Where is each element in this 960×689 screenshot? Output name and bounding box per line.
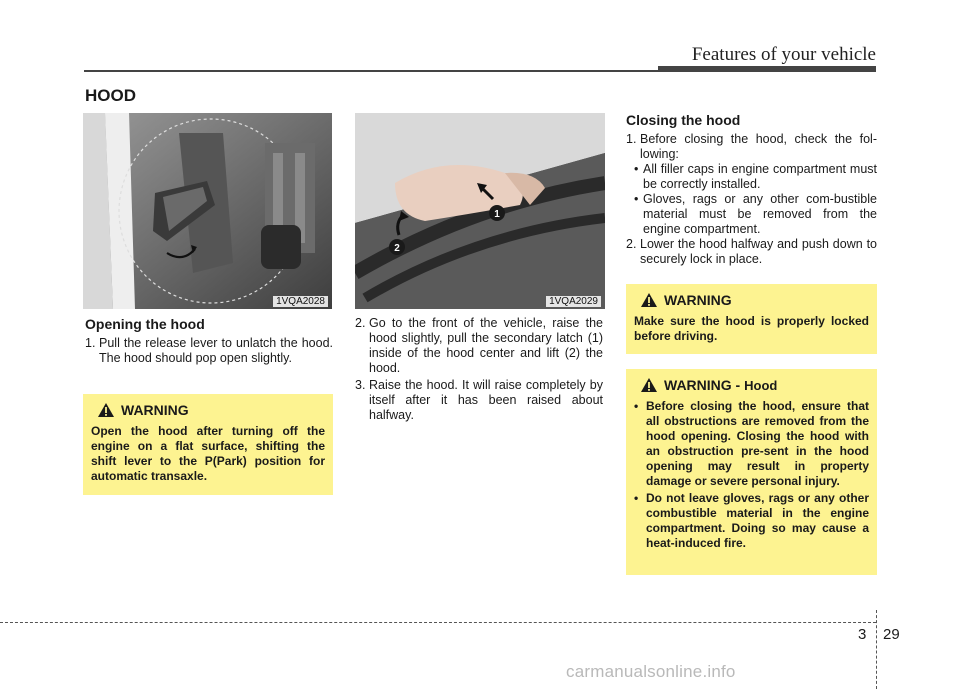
photo-code: 1VQA2029 xyxy=(546,296,601,307)
bullet-text: Gloves, rags or any other com-bustible material must be removed from the engine compartment. xyxy=(643,192,877,236)
step-1 xyxy=(85,336,333,366)
section-title: HOOD xyxy=(85,86,136,105)
warning-header xyxy=(640,377,869,393)
warning-triangle-icon xyxy=(97,402,115,418)
step-number: 3. xyxy=(355,378,366,392)
opening-hood-steps xyxy=(85,336,333,366)
footer-rule xyxy=(0,622,876,623)
warning-title-sub: Hood xyxy=(744,378,778,393)
photo-hood-release-lever xyxy=(83,113,332,309)
warning-box-right-top xyxy=(626,284,877,354)
photo-code: 1VQA2028 xyxy=(273,296,328,307)
svg-text:2: 2 xyxy=(394,243,400,254)
closing-bullet: • All filler caps in engine compartment must be correctly installed. xyxy=(634,162,877,191)
step-text: Lower the hood halfway and push down to securely lock in place. xyxy=(640,237,877,266)
step-text: Before closing the hood, check the fol-lowing: xyxy=(640,132,877,161)
hood-release-lever-illustration xyxy=(83,113,332,309)
warning-title: WARNING xyxy=(121,402,189,418)
warning-text: Open the hood after turning off the engine on a flat surface, shifting the shift lever to the P(Park) position for automatic transaxle. xyxy=(91,424,325,483)
warning-title-main: WARNING - xyxy=(664,377,741,393)
warning-text: Make sure the hood is properly locked before driving. xyxy=(634,314,869,343)
warning-header xyxy=(640,292,869,308)
header-rule-accent xyxy=(658,66,876,71)
warning-bullet: • Do not leave gloves, rags or any other combustible material in the engine compartment. Doing so may cause a heat-induced fire. xyxy=(634,491,869,550)
step-2 xyxy=(355,316,603,376)
warning-triangle-icon xyxy=(640,377,658,393)
warning-bullet: • Before closing the hood, ensure that all obstructions are removed from the hood opening. Closing the hood with an obstruction pre-sent in the hood opening may result in property damage or severe personal injury. xyxy=(634,399,869,488)
closing-step-2 xyxy=(626,237,877,267)
step-number: 2. xyxy=(355,316,366,330)
raise-hood-steps xyxy=(355,316,603,423)
step-number: 1. xyxy=(85,336,96,350)
bullet-text: Do not leave gloves, rags or any other combustible material in the engine compartment. Doing so may cause a heat-induced fire. xyxy=(646,491,869,550)
step-text: Pull the release lever to unlatch the hood. The hood should pop open slightly. xyxy=(99,336,333,365)
bullet-text: All filler caps in engine compartment must be correctly installed. xyxy=(643,162,877,191)
step-text: Go to the front of the vehicle, raise the hood slightly, pull the secondary latch (1) inside of the hood center and lift (2) the hood. xyxy=(369,316,603,375)
closing-step-1 xyxy=(626,132,877,162)
watermark: carmanualsonline.info xyxy=(566,662,736,681)
warning-triangle-icon xyxy=(640,292,658,308)
closing-bullet: • Gloves, rags or any other com-bustible material must be removed from the engine compartment. xyxy=(634,192,877,236)
warning-box-right-bottom xyxy=(626,369,877,575)
bullet-text: Before closing the hood, ensure that all obstructions are removed from the hood opening. Closing the hood with an obstruction pre-sent in the hood opening may result in property damage or severe personal injury. xyxy=(646,399,869,488)
chapter-number: 3 xyxy=(858,626,867,643)
footer-divider xyxy=(876,610,877,689)
secondary-latch-illustration xyxy=(355,113,605,309)
opening-hood-title: Opening the hood xyxy=(85,316,205,332)
warning-bullets xyxy=(634,399,869,551)
step-number: 1. xyxy=(626,132,637,146)
step-3 xyxy=(355,378,603,423)
closing-hood-steps xyxy=(626,132,877,267)
header-title: Features of your vehicle xyxy=(691,44,876,65)
page-number: 29 xyxy=(883,626,900,643)
photo-secondary-latch xyxy=(355,113,605,309)
warning-header xyxy=(97,402,325,418)
step-number: 2. xyxy=(626,237,637,251)
warning-title xyxy=(664,377,777,393)
svg-text:1: 1 xyxy=(494,209,500,220)
warning-title: WARNING xyxy=(664,292,732,308)
closing-hood-title: Closing the hood xyxy=(626,112,741,128)
step-text: Raise the hood. It will raise completely by itself after it has been raised about halfway. xyxy=(369,378,603,422)
warning-box-left xyxy=(83,394,333,495)
